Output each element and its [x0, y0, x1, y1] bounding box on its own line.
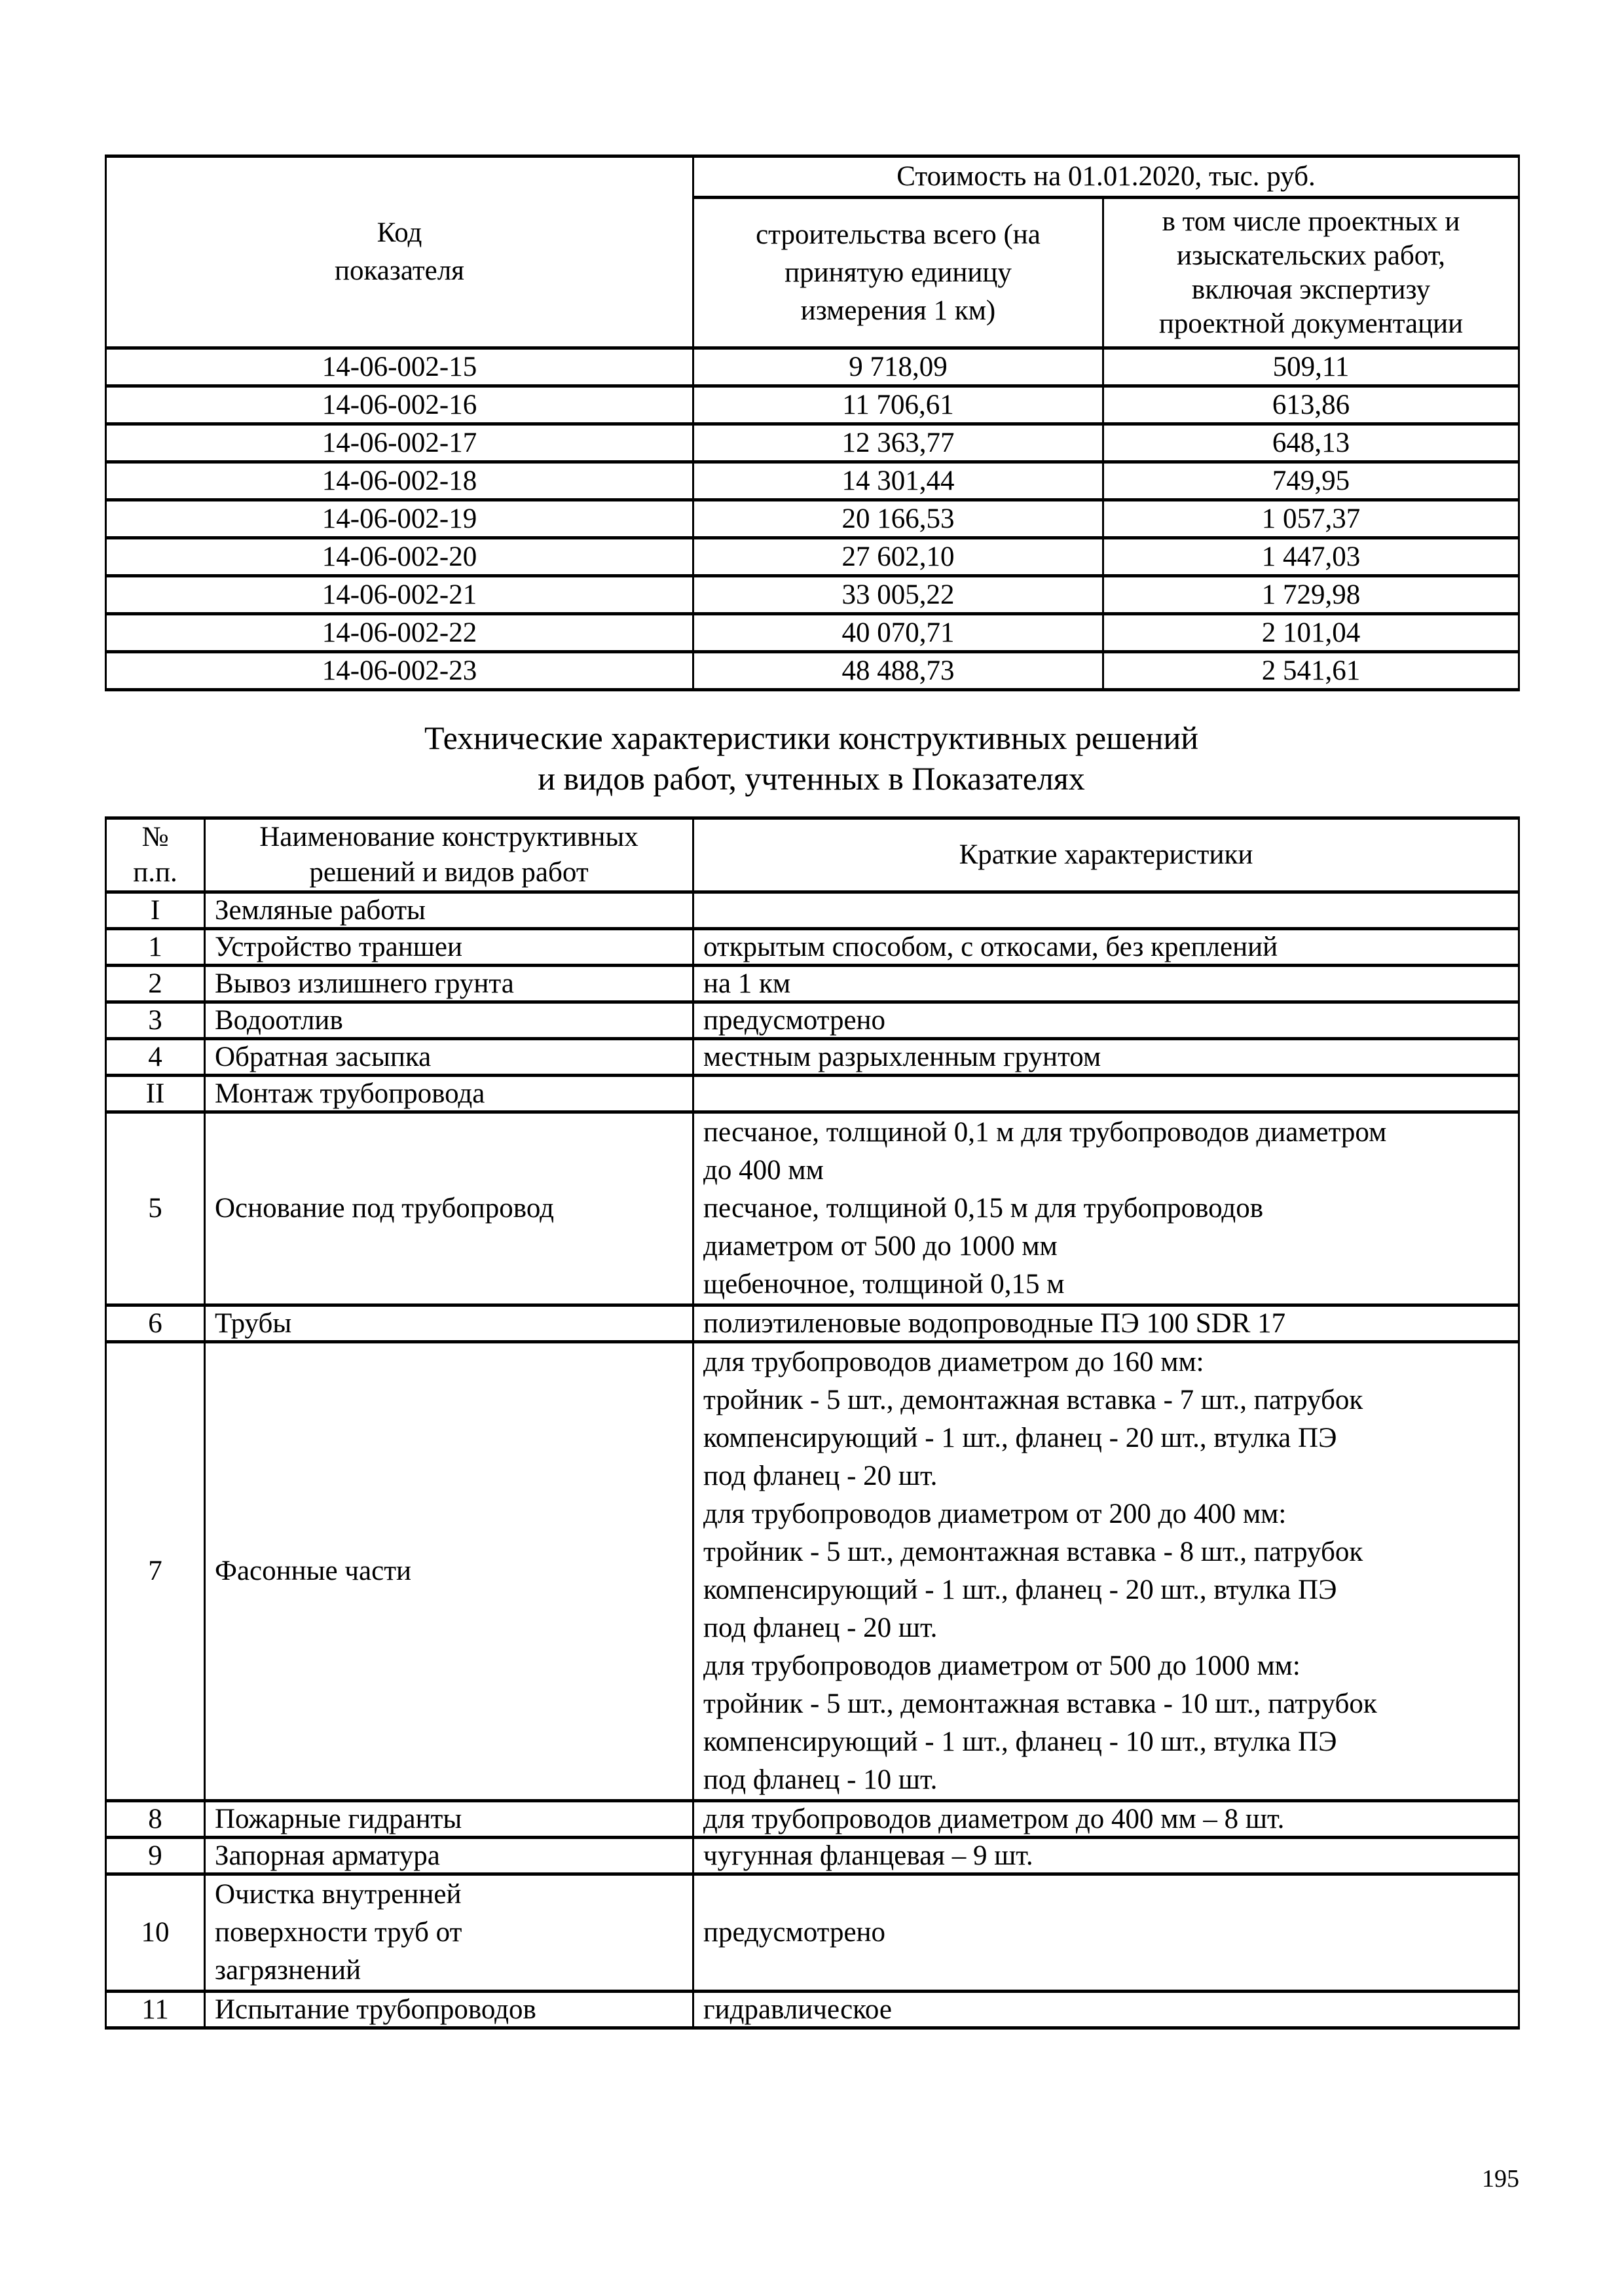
- cell-desc: на 1 км: [693, 966, 1519, 1002]
- cell-design: 1 447,03: [1103, 538, 1519, 576]
- cell-design: 2 101,04: [1103, 614, 1519, 652]
- table-row: [106, 462, 1519, 500]
- cell-num: 7: [106, 1342, 205, 1801]
- cell-num: 2: [106, 966, 205, 1002]
- cell-desc: для трубопроводов диаметром до 160 мм: тройник - 5 шт., демонтажная вставка - 7 шт., патрубок компенсирующий - 1 шт., фланец - 20 шт., втулка ПЭ под фланец - 20 шт. для трубопроводов диаметром от 200 до 400 мм: тройник - 5 шт., демонтажная вставка - 8 шт., патрубок компенсирующий - 1 шт., фланец - 20 шт., втулка ПЭ под фланец - 20 шт. для трубопроводов диаметром от 500 до 1000 мм: тройник - 5 шт., демонтажная вставка - 10 шт., патрубок компенсирующий - 1 шт., фланец - 10 шт., втулка ПЭ под фланец - 10 шт.: [693, 1342, 1519, 1801]
- table-row: [106, 1112, 1519, 1305]
- cell-num: 1: [106, 929, 205, 966]
- cell-num: 4: [106, 1039, 205, 1076]
- cell-design: 1 729,98: [1103, 576, 1519, 614]
- header-cost-group: Стоимость на 01.01.2020, тыс. руб.: [693, 156, 1519, 198]
- cell-total: 40 070,71: [693, 614, 1103, 652]
- table-header: [106, 818, 1519, 892]
- cell-name: Вывоз излишнего грунта: [205, 966, 693, 1002]
- cell-desc: песчаное, толщиной 0,1 м для трубопроводов диаметром до 400 мм песчаное, толщиной 0,15 м для трубопроводов диаметром от 500 до 1000 мм щебеночное, толщиной 0,15 м: [693, 1112, 1519, 1305]
- cell-code: 14-06-002-21: [106, 576, 693, 614]
- cell-name: Основание под трубопровод: [205, 1112, 693, 1305]
- cell-name: Трубы: [205, 1305, 693, 1342]
- cell-desc: предусмотрено: [693, 1874, 1519, 1992]
- page-number: 195: [1482, 2165, 1519, 2193]
- cell-name: Запорная арматура: [205, 1838, 693, 1874]
- cell-desc: [693, 892, 1519, 929]
- cell-design: 613,86: [1103, 386, 1519, 424]
- header-design-survey: в том числе проектных и изыскательских работ, включая экспертизу проектной документации: [1103, 198, 1519, 348]
- cell-total: 20 166,53: [693, 500, 1103, 538]
- table-row: [106, 1838, 1519, 1874]
- cell-desc: предусмотрено: [693, 1002, 1519, 1039]
- cell-name: Земляные работы: [205, 892, 693, 929]
- cell-code: 14-06-002-15: [106, 348, 693, 386]
- cell-name: Фасонные части: [205, 1342, 693, 1801]
- header-construction-total: строительства всего (на принятую единицу измерения 1 км): [693, 198, 1103, 348]
- cell-total: 11 706,61: [693, 386, 1103, 424]
- cell-name: Водоотлив: [205, 1002, 693, 1039]
- cell-name: Обратная засыпка: [205, 1039, 693, 1076]
- cell-code: 14-06-002-22: [106, 614, 693, 652]
- cell-desc: местным разрыхленным грунтом: [693, 1039, 1519, 1076]
- header-code: Код показателя: [106, 156, 693, 348]
- header-desc: Краткие характеристики: [693, 818, 1519, 892]
- header-num: № п.п.: [106, 818, 205, 892]
- cell-num: 5: [106, 1112, 205, 1305]
- cell-design: 648,13: [1103, 424, 1519, 462]
- table-row: [106, 1992, 1519, 2028]
- cell-num: II: [106, 1076, 205, 1112]
- cell-num: 3: [106, 1002, 205, 1039]
- cell-code: 14-06-002-17: [106, 424, 693, 462]
- cell-code: 14-06-002-23: [106, 652, 693, 690]
- cell-desc: для трубопроводов диаметром до 400 мм – 8 шт.: [693, 1801, 1519, 1838]
- cell-desc: гидравлическое: [693, 1992, 1519, 2028]
- cell-code: 14-06-002-19: [106, 500, 693, 538]
- table-row: [106, 538, 1519, 576]
- table-row: [106, 1305, 1519, 1342]
- cell-total: 48 488,73: [693, 652, 1103, 690]
- cell-name: Пожарные гидранты: [205, 1801, 693, 1838]
- table-row: [106, 1039, 1519, 1076]
- tech-characteristics-table: [105, 816, 1520, 2030]
- table-row: [106, 348, 1519, 386]
- cell-num: 11: [106, 1992, 205, 2028]
- table-row: [106, 1076, 1519, 1112]
- cell-name: Монтаж трубопровода: [205, 1076, 693, 1112]
- cell-total: 27 602,10: [693, 538, 1103, 576]
- cell-desc: полиэтиленовые водопроводные ПЭ 100 SDR 17: [693, 1305, 1519, 1342]
- table-row: [106, 576, 1519, 614]
- table-row: [106, 614, 1519, 652]
- table-row: [106, 1342, 1519, 1801]
- cell-code: 14-06-002-18: [106, 462, 693, 500]
- cell-total: 33 005,22: [693, 576, 1103, 614]
- table-row: [106, 424, 1519, 462]
- cell-name: Испытание трубопроводов: [205, 1992, 693, 2028]
- table-row: [106, 500, 1519, 538]
- table-row: [106, 892, 1519, 929]
- header-name: Наименование конструктивных решений и видов работ: [205, 818, 693, 892]
- section-title: Технические характеристики конструктивных решений и видов работ, учтенных в Показателях: [424, 720, 1199, 797]
- cell-desc: чугунная фланцевая – 9 шт.: [693, 1838, 1519, 1874]
- cell-name: Очистка внутренней поверхности труб от загрязнений: [205, 1874, 693, 1992]
- cell-total: 9 718,09: [693, 348, 1103, 386]
- cell-name: Устройство траншеи: [205, 929, 693, 966]
- table-row: [106, 966, 1519, 1002]
- cost-table: [105, 155, 1520, 691]
- cell-design: 749,95: [1103, 462, 1519, 500]
- table-row: [106, 1002, 1519, 1039]
- table-row: [106, 386, 1519, 424]
- cell-num: 10: [106, 1874, 205, 1992]
- table-row: [106, 1801, 1519, 1838]
- table-row: [106, 652, 1519, 690]
- cell-design: 509,11: [1103, 348, 1519, 386]
- cell-num: 9: [106, 1838, 205, 1874]
- cell-total: 12 363,77: [693, 424, 1103, 462]
- cell-code: 14-06-002-16: [106, 386, 693, 424]
- table-row: [106, 1874, 1519, 1992]
- cell-desc: [693, 1076, 1519, 1112]
- cell-num: I: [106, 892, 205, 929]
- cell-design: 1 057,37: [1103, 500, 1519, 538]
- cell-num: 8: [106, 1801, 205, 1838]
- cell-code: 14-06-002-20: [106, 538, 693, 576]
- cell-num: 6: [106, 1305, 205, 1342]
- cell-total: 14 301,44: [693, 462, 1103, 500]
- cell-design: 2 541,61: [1103, 652, 1519, 690]
- table-row: [106, 929, 1519, 966]
- cell-desc: открытым способом, с откосами, без креплений: [693, 929, 1519, 966]
